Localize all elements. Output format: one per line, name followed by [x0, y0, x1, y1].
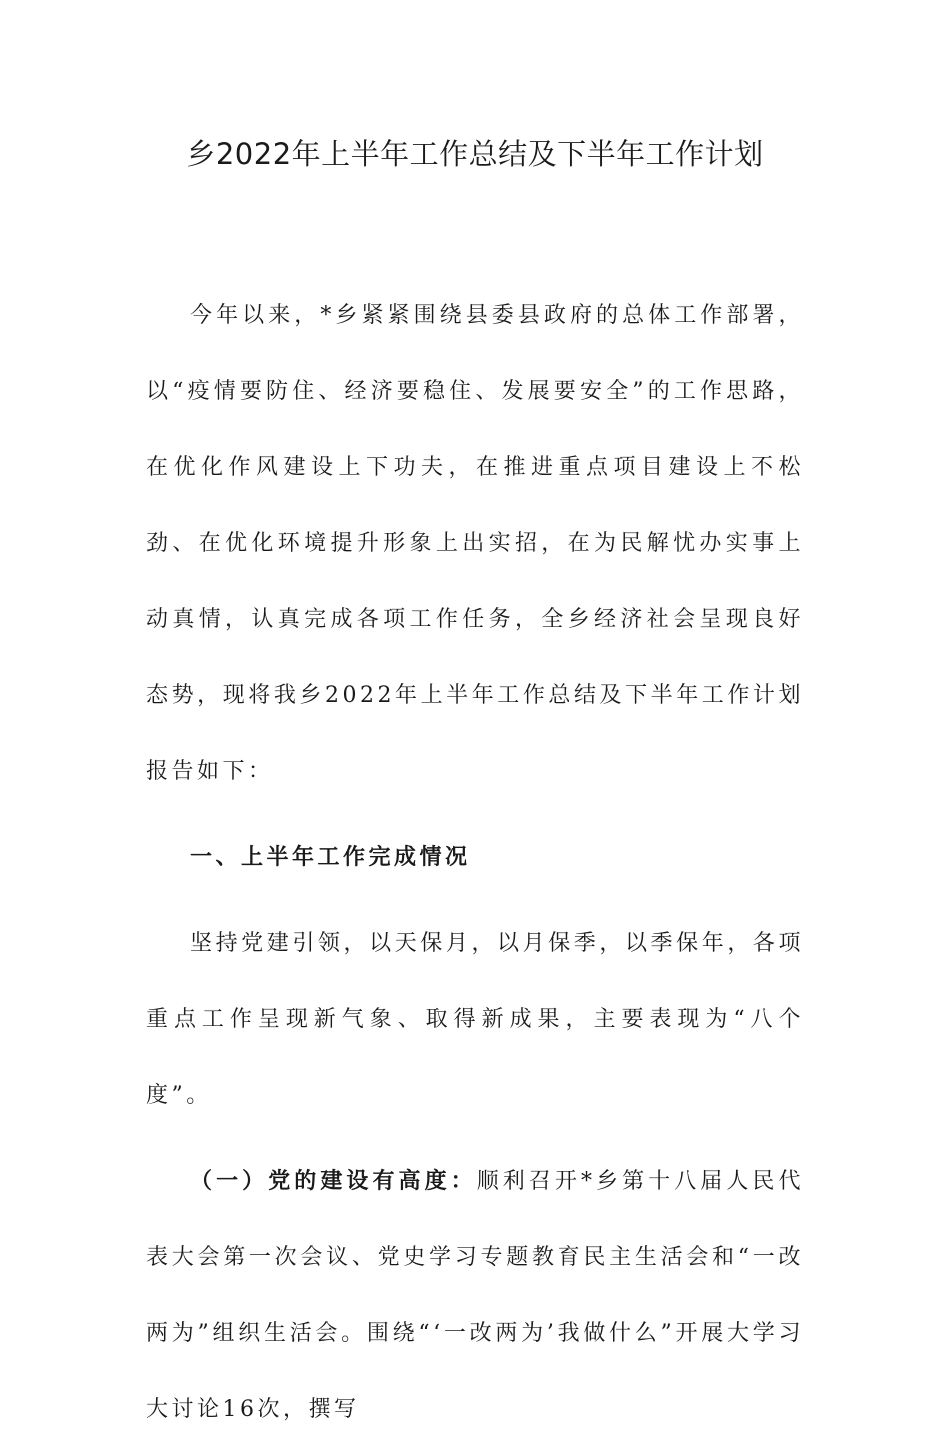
section-paragraph: 坚持党建引领，以天保月，以月保季，以季保年，各项重点工作呈现新气象、取得新成果，主要表现为“八个度”。 [146, 931, 804, 1108]
document-body [146, 278, 804, 1448]
item-text: 顺利召开*乡第十八届人民代表大会第一次会议、党史学习专题教育民主生活会和“一改两为”组织生活会。围绕“‘一改两为’我做什么”开展大学习大讨论16次，撰写 [146, 1169, 804, 1422]
item-paragraph [146, 1144, 804, 1448]
section-heading: 一、上半年工作完成情况 [190, 845, 471, 870]
intro-paragraph: 今年以来，*乡紧紧围绕县委县政府的总体工作部署，以“疫情要防住、经济要稳住、发展要安全”的工作思路，在优化作风建设上下功夫，在推进重点项目建设上不松劲、在优化环境提升形象上出实招，在为民解忧办实事上动真情，认真完成各项工作任务，全乡经济社会呈现良好态势，现将我乡2022年上半年工作总结及下半年工作计划报告如下： [146, 303, 804, 784]
item-label: （一）党的建设有高度： [190, 1169, 477, 1194]
document-title: 乡2022年上半年工作总结及下半年工作计划 [186, 137, 764, 171]
